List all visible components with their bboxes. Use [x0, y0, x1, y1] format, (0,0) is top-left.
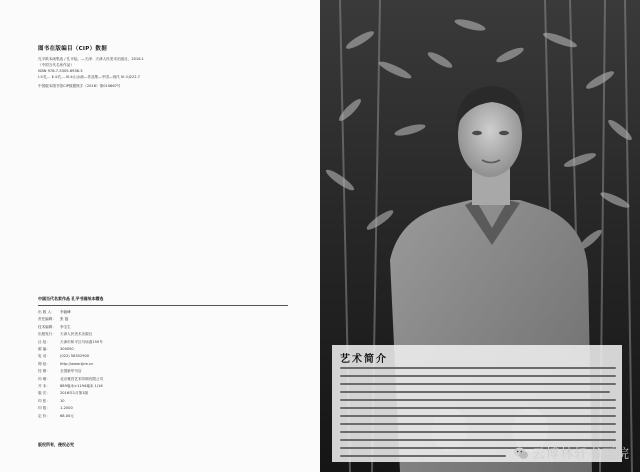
wechat-icon	[513, 445, 529, 461]
colophon-row: 技术编辑： 李宝生	[38, 324, 71, 329]
cip-line: 孔平纸本画集选 / 孔平绘。—天津：天津人民美术出版社，2016.1	[38, 57, 144, 61]
watermark	[513, 443, 630, 462]
colophon-row: 邮 编： 300050	[38, 347, 74, 352]
colophon-row: 印 张： 10	[38, 398, 65, 403]
colophon-row: 电 话： (022) 58352900	[38, 354, 90, 359]
cip-line: Ⅰ.①孔… Ⅱ.①孔… Ⅲ.①山水画—作品集—中国—现代 Ⅳ.①J222.7	[38, 75, 140, 79]
colophon-row: 经 销： 全国新华书店	[38, 369, 82, 374]
colophon-row: 出版发行： 天津人民美术出版社	[38, 332, 93, 337]
colophon-row: 网 址： http://www.tjrm.cn	[38, 361, 94, 366]
colophon-row: 开 本： 889毫米×1194毫米 1/16	[38, 384, 103, 389]
watermark-text: 云博林轩书画院	[531, 447, 630, 462]
rights-notice: 版权所有，侵权必究	[38, 442, 74, 447]
bio-title: 艺术简介	[340, 354, 388, 365]
cip-line: ISBN 978-7-5305-6938-3	[38, 69, 83, 73]
cip-title: 图书在版编目（CIP）数据	[38, 46, 108, 52]
colophon-row: 出 版 人： 李毅峰	[38, 310, 71, 314]
colophon-row: 印 刷： 北京雅昌艺术印刷有限公司	[38, 376, 104, 381]
colophon-row: 社 址： 天津市和平区马场道150号	[38, 339, 103, 344]
colophon-block	[38, 296, 288, 420]
cip-line: 中国版本图书馆CIP数据核字（2016）第010667号	[38, 84, 121, 88]
colophon-row: 版 次： 2016年1月第1版	[38, 391, 89, 396]
series-title: 中国当代名家作品 孔平书画纸本精选	[38, 296, 288, 306]
cip-line: （中国当代名家作品）	[38, 63, 74, 67]
colophon-row: 印 数： 1-2000	[38, 406, 73, 411]
colophon-row: 责任编辑： 张 磊	[38, 317, 69, 322]
colophon-row: 定 价： 68.00元	[38, 413, 74, 418]
cip-block	[38, 44, 288, 89]
